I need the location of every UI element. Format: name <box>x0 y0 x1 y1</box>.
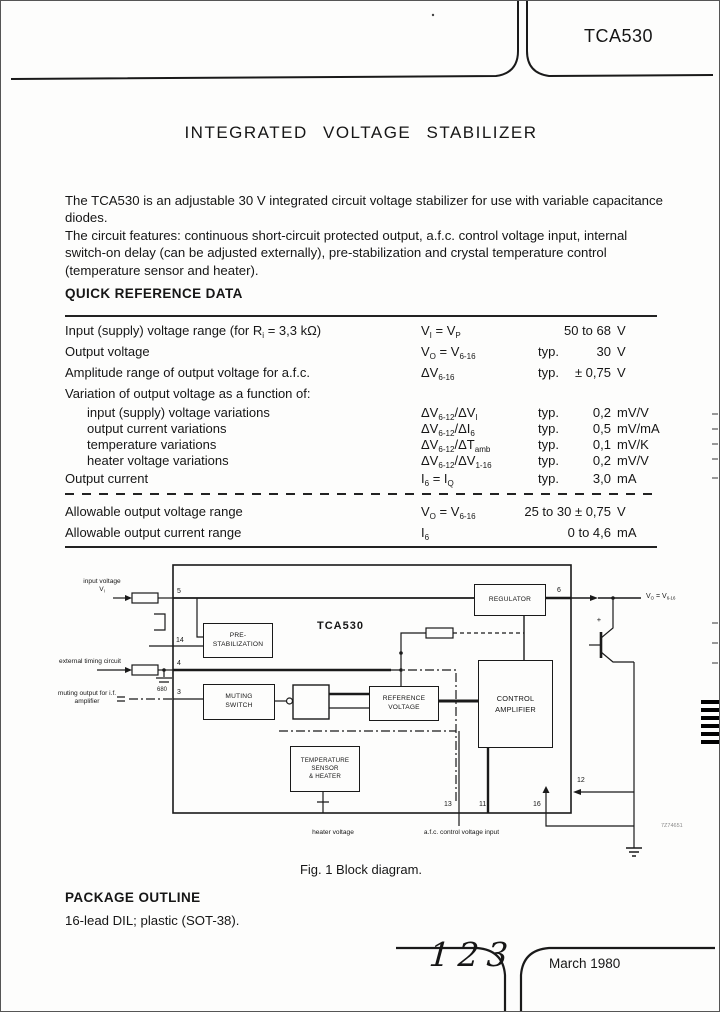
table-rule-top <box>65 315 657 317</box>
table-row <box>65 365 665 385</box>
table-row <box>65 344 665 364</box>
edge-artifact <box>712 477 718 479</box>
pin-12: 12 <box>577 777 585 784</box>
handwritten-page-number: 123 <box>427 935 518 974</box>
row-value: 25 to 30 ± 0,75 <box>524 504 611 519</box>
row-desc: Output current <box>65 471 149 486</box>
row-symbol: $\Delta V_{6-12}/\Delta V_{1-16}$ <box>421 453 492 470</box>
binding-mark <box>701 740 719 744</box>
row-symbol: $V_O = V_{6-16}$ <box>421 344 476 361</box>
pin-5: 5 <box>177 588 181 595</box>
row-qualifier: typ. <box>538 471 559 486</box>
row-unit: mV/V <box>617 453 649 468</box>
row-qualifier: typ. <box>538 421 559 436</box>
block-diagram-lines <box>1 556 720 858</box>
row-desc: heater voltage variations <box>87 453 229 468</box>
row-unit: mV/V <box>617 405 649 420</box>
block-pre-stabilization: PRE- STABILIZATION <box>203 623 273 658</box>
figure-caption: Fig. 1 Block diagram. <box>299 862 423 877</box>
label-input-voltage: input voltage $V_I$ <box>83 578 121 594</box>
row-desc: Output voltage <box>65 344 150 359</box>
row-desc: temperature variations <box>87 437 217 452</box>
edge-artifact <box>712 458 718 460</box>
block-muting-switch: MUTING SWITCH <box>203 684 275 720</box>
row-unit: mA <box>617 525 637 540</box>
row-desc: Variation of output voltage as a function of: <box>65 386 311 401</box>
table-rule-bottom <box>65 546 657 548</box>
pin-3: 3 <box>177 689 181 696</box>
footer-divider <box>1 931 720 1012</box>
label-heater-voltage: heater voltage <box>312 829 354 836</box>
footer-date: March 1980 <box>549 956 621 971</box>
row-symbol: $V_O = V_{6-16}$ <box>421 504 476 521</box>
block-control-amplifier: CONTROL AMPLIFIER <box>478 660 553 748</box>
row-symbol: $\Delta V_{6-12}/\Delta I_6$ <box>421 421 475 438</box>
quick-reference-heading: QUICK REFERENCE DATA <box>65 286 243 301</box>
row-symbol: $I_6 = I_Q$ <box>421 471 454 488</box>
table-row <box>65 323 665 343</box>
binding-mark <box>701 732 719 736</box>
row-unit: V <box>617 504 626 519</box>
row-qualifier: typ. <box>538 365 559 380</box>
pin-14: 14 <box>176 637 184 644</box>
binding-mark <box>701 724 719 728</box>
label-external-timing-circuit: external timing circuit <box>59 658 121 665</box>
edge-artifact <box>712 622 718 624</box>
pin-6: 6 <box>557 587 561 594</box>
chip-label: TCA530 <box>317 620 364 632</box>
intro-paragraphs <box>65 192 669 279</box>
block-reference-voltage: REFERENCE VOLTAGE <box>369 686 439 721</box>
row-symbol: $I_6$ <box>421 525 430 542</box>
table-row <box>65 453 665 473</box>
row-value: 3,0 <box>592 471 611 486</box>
row-desc: Allowable output current range <box>65 525 242 540</box>
table-row <box>65 504 665 524</box>
row-unit: V <box>617 344 626 359</box>
row-qualifier: typ. <box>538 405 559 420</box>
row-unit: V <box>617 323 626 338</box>
block-regulator: REGULATOR <box>474 584 546 616</box>
edge-artifact <box>712 413 718 415</box>
row-desc: input (supply) voltage variations <box>87 405 270 420</box>
row-qualifier: typ. <box>538 453 559 468</box>
row-value: 0,1 <box>592 437 611 452</box>
binding-mark <box>701 700 719 704</box>
row-value: ± 0,75 <box>574 365 611 380</box>
row-desc: output current variations <box>87 421 227 436</box>
package-outline-text: 16-lead DIL; plastic (SOT-38). <box>65 913 240 928</box>
page-title: INTEGRATED VOLTAGE STABILIZER <box>184 123 538 142</box>
pin-16: 16 <box>533 801 541 808</box>
table-rule-dashed <box>65 493 657 495</box>
edge-artifact <box>712 642 718 644</box>
row-value: 30 <box>596 344 611 359</box>
row-unit: mV/K <box>617 437 649 452</box>
row-value: 0,5 <box>592 421 611 436</box>
row-symbol: $\Delta V_{6-12}/\Delta V_I$ <box>421 405 478 422</box>
row-value: 50 to 68 <box>564 323 611 338</box>
label-capacitor-value: 680 <box>156 687 167 693</box>
row-symbol: $\Delta V_{6-16}$ <box>421 365 455 382</box>
edge-artifact <box>712 443 718 445</box>
row-desc: Amplitude range of output voltage for a.f.c. <box>65 365 310 380</box>
table-row <box>65 471 665 491</box>
row-symbol: $\Delta V_{6-12}/\Delta T_{amb}$ <box>421 437 491 454</box>
intro-paragraph: The circuit features: continuous short-circuit protected output, a.f.c. control voltage input, internal switch-on delay (can be adjusted externally), pre-stabilization and crystal temperature control (temperature sensor and heater). <box>65 227 628 278</box>
row-symbol: $V_I = V_P$ <box>421 323 461 340</box>
binding-mark <box>701 716 719 720</box>
row-value: 0,2 <box>592 405 611 420</box>
intro-paragraph: The TCA530 is an adjustable 30 V integrated circuit voltage stabilizer for use with variable capacitance diodes. <box>65 193 663 226</box>
package-outline-heading: PACKAGE OUTLINE <box>65 890 201 905</box>
block-temperature-sensor-heater: TEMPERATURE SENSOR & HEATER <box>290 746 360 792</box>
row-desc: Allowable output voltage range <box>65 504 243 519</box>
label-drawing-code: 7Z74651 <box>661 823 683 829</box>
pin-11: 11 <box>479 801 487 808</box>
product-name: TCA530 <box>584 26 654 46</box>
edge-artifact <box>712 428 718 430</box>
row-qualifier: typ. <box>538 437 559 452</box>
label-plus-sign: + <box>596 615 602 624</box>
row-unit: mV/mA <box>617 421 660 436</box>
label-muting-output: muting output for i.f. amplifier <box>57 690 117 706</box>
table-row <box>65 386 665 406</box>
row-unit: V <box>617 365 626 380</box>
row-value: 0,2 <box>592 453 611 468</box>
row-unit: mA <box>617 471 637 486</box>
binding-mark <box>701 708 719 712</box>
row-value: 0 to 4,6 <box>567 525 611 540</box>
label-afc-input: a.f.c. control voltage input <box>423 829 500 836</box>
pin-4: 4 <box>177 660 181 667</box>
pin-13: 13 <box>444 801 452 808</box>
row-qualifier: typ. <box>538 344 559 359</box>
block-diagram <box>1 556 720 858</box>
row-desc: Input (supply) voltage range (for $R_i = 3,3$ kΩ) <box>65 323 322 340</box>
label-output-voltage: $V_O = V_{6-16}$ <box>646 593 676 601</box>
table-row <box>65 525 665 545</box>
edge-artifact <box>712 662 718 664</box>
